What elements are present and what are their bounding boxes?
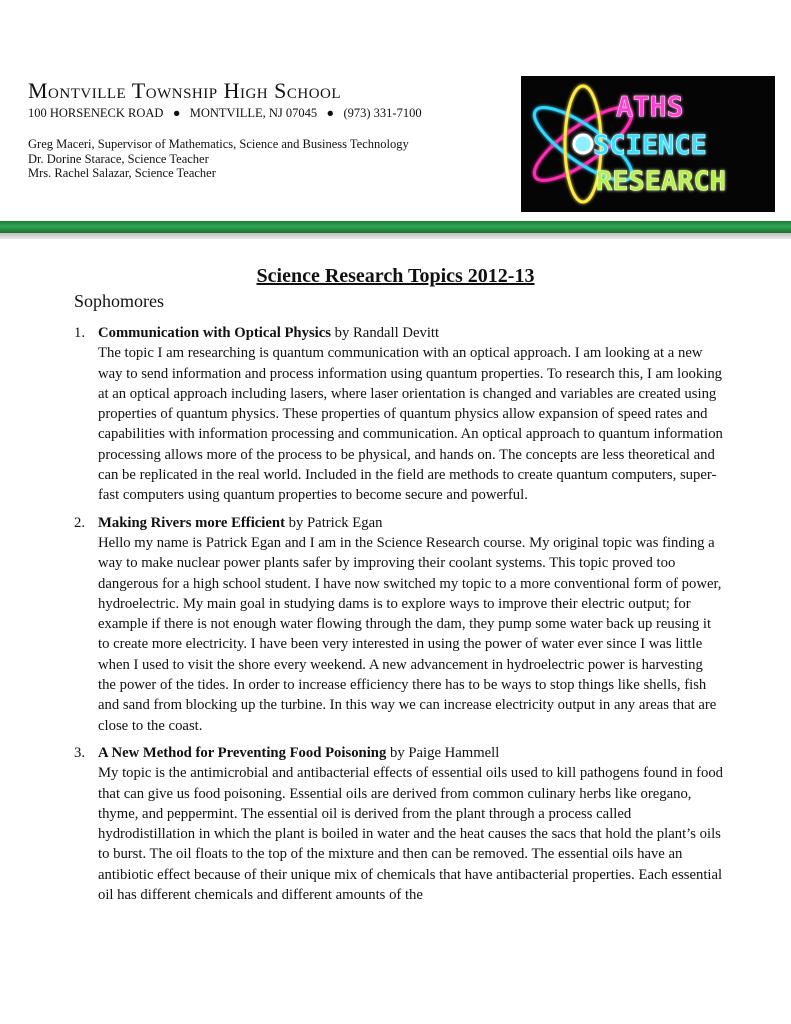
school-name: Montville Township High School [28, 78, 342, 103]
address-separator: ● [326, 106, 335, 120]
topic-heading [98, 743, 724, 763]
logo-line: SCIENCE [593, 130, 707, 161]
staff-line: Mrs. Rachel Salazar, Science Teacher [28, 166, 216, 180]
topic-description: The topic I am researching is quantum communication with an optical approach. I am looking at a new way to send information and process information using quantum properties. To research this, I am looking at an optical approach including lasers, where laser orientation is changed and variables are created using properties of quantum physics. These properties of quantum physics allow expansion of speed rates and capabilities with information processing and communication. An optical approach to quantum information processing allows more of the process to be physical, and hands on. The concepts are less theoretical and can be replicated in the real world. Included in the field are methods to create quantum computers, super-fast computers using quantum properties to become secure and powerful. [98, 345, 723, 504]
topic-title: Making Rivers more Efficient [98, 514, 285, 531]
topic-item [74, 513, 724, 736]
topic-list [74, 323, 724, 912]
address-phone: (973) 331-7100 [343, 106, 422, 120]
topic-number: 2. [74, 514, 86, 531]
address-street: 100 HORSENECK ROAD [28, 106, 164, 120]
header-divider-green [0, 221, 791, 233]
school-address [28, 106, 422, 121]
document-title: Science Research Topics 2012-13 [256, 265, 535, 287]
section-heading: Sophomores [74, 291, 164, 311]
header-divider-gray [0, 233, 791, 239]
staff-list [28, 137, 409, 181]
topic-heading [98, 513, 724, 533]
topic-author: by Patrick Egan [284, 514, 383, 531]
maths-science-research-logo [521, 76, 775, 212]
topic-title: A New Method for Preventing Food Poisoning [98, 744, 387, 761]
topic-heading [98, 323, 724, 343]
topic-number: 3. [74, 744, 86, 761]
topic-number: 1. [74, 325, 86, 341]
topic-item [74, 743, 724, 905]
topic-description: My topic is the antimicrobial and antibacterial effects of essential oils used to kill pathogens found in food that can give us food poisoning. Essential oils are derived from common culinary herbs like oregano, thyme, and peppermint. The essential oil is derived from the plant through a process called hydrodistillation in which the plant is boiled in water and the heat causes the sacs that hold the plant’s oils to burst. The oil floats to the top of the mixture and then can be removed. The essential oils have an antibiotic effect because of their unique mix of chemicals that have antibacterial properties. Each essential oil has different chemicals and different amounts of the [98, 765, 724, 904]
address-separator: ● [172, 106, 181, 120]
staff-line: Dr. Dorine Starace, Science Teacher [28, 151, 209, 166]
topic-item [74, 323, 724, 506]
topic-author: by Paige Hammell [386, 744, 500, 761]
staff-line: Greg Maceri, Supervisor of Mathematics, Science and Business Technology [28, 137, 409, 151]
logo-line: RESEARCH [596, 166, 727, 197]
atom-nucleus [574, 135, 592, 153]
logo-line: ATHS [616, 90, 684, 123]
topic-description: Hello my name is Patrick Egan and I am in the Science Research course. My original topic was finding a way to make nuclear power plants safer by improving their coolant systems. This topic proved too dangerous for a high school student. I have now switched my topic to a more conventional form of power, hydroelectric. My main goal in studying dams is to explore ways to improve their electric output; for example if there is not enough water flowing through the dam, they pump some water back up reusing it to create more electricity. I have been very interested in using the power of water ever since I was little when I used to visit the shore every weekend. A new advancement in hydroelectric power is harvesting the power of the tides. In order to increase efficiency there has to be ways to stop things like shells, fish and sand from blocking up the turbine. In this way we can increase electricity output in any areas that are close to the coast. [98, 534, 722, 734]
address-city: MONTVILLE, NJ 07045 [189, 106, 318, 120]
topic-title: Communication with Optical Physics [98, 325, 331, 341]
topic-author: by Randall Devitt [330, 325, 440, 341]
